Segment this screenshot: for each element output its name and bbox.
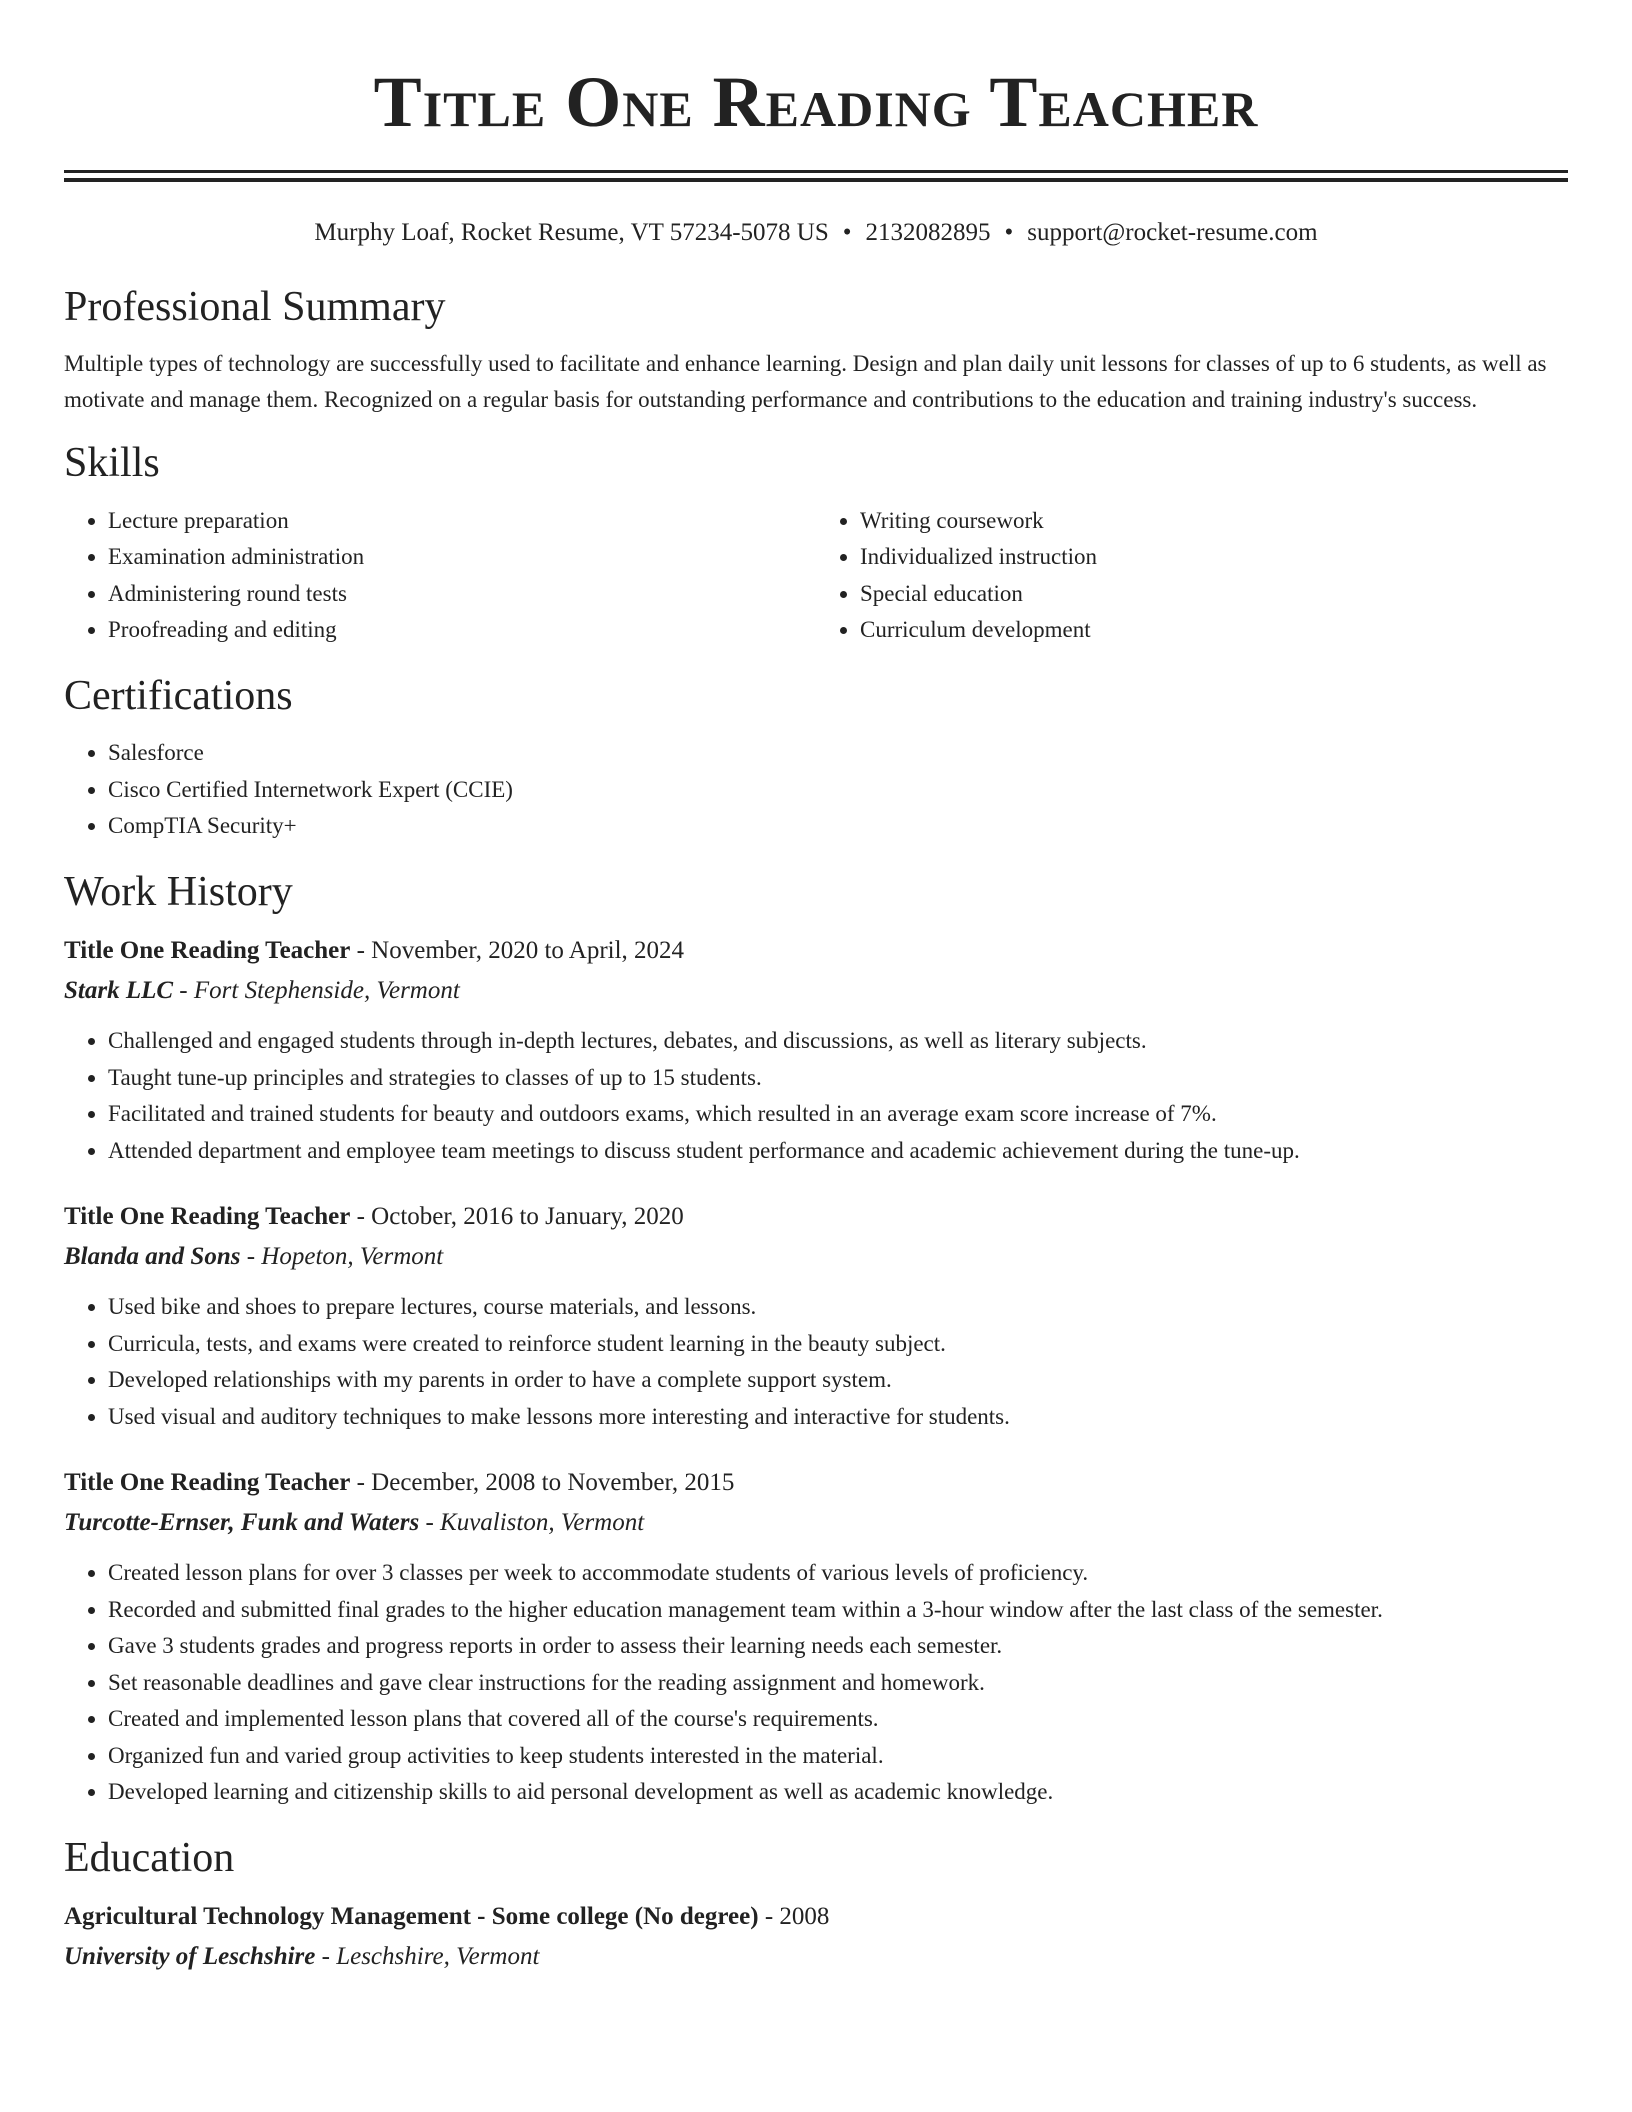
job-dates: - December, 2008 to November, 2015 — [350, 1469, 735, 1497]
job-bullet: • Developed learning and citizenship skills to aid personal development as well as academic knowledge. — [108, 1774, 1568, 1811]
skill-item: • Curriculum development — [860, 612, 1568, 649]
job-company: Turcotte-Ernser, Funk and Waters — [64, 1509, 420, 1537]
job-bullet: • Set reasonable deadlines and gave clear instructions for the reading assignment and homework. — [108, 1665, 1568, 1702]
job-bullet: • Attended department and employee team meetings to discuss student performance and academic achievement during the tune-up. — [108, 1133, 1568, 1170]
job-bullets — [64, 1023, 1568, 1169]
job-company-line — [64, 1237, 1568, 1277]
skill-item: • Writing coursework — [860, 503, 1568, 540]
education-year: - 2008 — [758, 1902, 830, 1930]
title-divider — [64, 170, 1568, 182]
job-company: Blanda and Sons — [64, 1243, 241, 1271]
skill-item: • Proofreading and editing — [108, 612, 816, 649]
job-title: Title One Reading Teacher — [64, 937, 351, 965]
job-bullet: • Organized fun and varied group activities to keep students interested in the material. — [108, 1738, 1568, 1775]
education-degree: Agricultural Technology Management - Some college (No degree) — [64, 1902, 759, 1930]
section-heading-summary: Professional Summary — [64, 284, 446, 330]
education-school: University of Leschshire — [64, 1942, 316, 1970]
job-bullets — [64, 1289, 1568, 1435]
resume-title: Title One Reading Teacher — [373, 62, 1259, 142]
skill-item: • Special education — [860, 576, 1568, 613]
job-location: - Kuvaliston, Vermont — [419, 1509, 645, 1537]
summary-text: Multiple types of technology are successfully used to facilitate and enhance learning. Design and plan daily unit lessons for classes of up to 6 students, as well as motivate and manage them. Recognized on a regular basis for outstanding performance and contributions to the education and training industry's success. — [64, 351, 1547, 413]
section-heading-education: Education — [64, 1834, 235, 1881]
job-title: Title One Reading Teacher — [64, 1469, 351, 1497]
job-bullet: • Challenged and engaged students through in-depth lectures, debates, and discussions, as well as literary subjects. — [108, 1023, 1568, 1060]
job-dates: - October, 2016 to January, 2020 — [350, 1203, 684, 1231]
job-bullet: • Recorded and submitted final grades to the higher education management team within a 3-hour window after the last class of the semester. — [108, 1592, 1568, 1629]
job-title-line — [64, 1463, 1568, 1503]
job-company: Stark LLC — [64, 977, 174, 1005]
job-entry — [64, 931, 1568, 1169]
education-school-line — [64, 1937, 1568, 1977]
job-bullet: • Used bike and shoes to prepare lectures, course materials, and lessons. — [108, 1289, 1568, 1326]
job-dates: - November, 2020 to April, 2024 — [350, 937, 685, 965]
skills-column-left — [64, 503, 816, 649]
job-company-line — [64, 971, 1568, 1011]
section-heading-certifications: Certifications — [64, 672, 293, 719]
skills-list — [64, 503, 1568, 649]
job-bullet: • Curricula, tests, and exams were created to reinforce student learning in the beauty subject. — [108, 1326, 1568, 1363]
education-degree-line — [64, 1897, 1568, 1937]
job-title-line — [64, 1197, 1568, 1237]
skill-item: • Individualized instruction — [860, 539, 1568, 576]
job-bullet: • Created lesson plans for over 3 classes per week to accommodate students of various levels of proficiency. — [108, 1555, 1568, 1592]
contact-email: support@rocket-resume.com — [1027, 219, 1318, 246]
job-title-line — [64, 931, 1568, 971]
certifications-list — [64, 735, 1568, 845]
skill-item: • Lecture preparation — [108, 503, 816, 540]
certification-item: • Cisco Certified Internetwork Expert (CCIE) — [108, 772, 1568, 809]
job-bullet: • Developed relationships with my parents in order to have a complete support system. — [108, 1362, 1568, 1399]
job-title: Title One Reading Teacher — [64, 1203, 351, 1231]
job-bullet: • Used visual and auditory techniques to make lessons more interesting and interactive for students. — [108, 1399, 1568, 1436]
contact-address: Murphy Loaf, Rocket Resume, VT 57234-5078 US — [314, 219, 829, 246]
certification-item: • Salesforce — [108, 735, 1568, 772]
skills-column-right — [816, 503, 1568, 649]
contact-phone: 2132082895 — [865, 219, 991, 246]
job-entry — [64, 1463, 1568, 1811]
job-location: - Hopeton, Vermont — [240, 1243, 444, 1271]
job-bullet: • Taught tune-up principles and strategies to classes of up to 15 students. — [108, 1060, 1568, 1097]
job-entry — [64, 1197, 1568, 1435]
job-company-line — [64, 1503, 1568, 1543]
section-heading-skills: Skills — [64, 440, 160, 487]
job-location: - Fort Stephenside, Vermont — [173, 977, 460, 1005]
job-bullets — [64, 1555, 1568, 1811]
contact-separator: • — [1004, 219, 1014, 246]
certification-item: • CompTIA Security+ — [108, 808, 1568, 845]
skill-item: • Administering round tests — [108, 576, 816, 613]
skill-item: • Examination administration — [108, 539, 816, 576]
contact-separator: • — [842, 219, 852, 246]
contact-line — [64, 218, 1568, 248]
job-bullet: • Facilitated and trained students for beauty and outdoors exams, which resulted in an average exam score increase of 7%. — [108, 1096, 1568, 1133]
job-bullet: • Created and implemented lesson plans that covered all of the course's requirements. — [108, 1701, 1568, 1738]
job-bullet: • Gave 3 students grades and progress reports in order to assess their learning needs each semester. — [108, 1628, 1568, 1665]
section-heading-work-history: Work History — [64, 868, 293, 915]
education-location: - Leschshire, Vermont — [315, 1942, 540, 1970]
education-entry — [64, 1897, 1568, 1977]
